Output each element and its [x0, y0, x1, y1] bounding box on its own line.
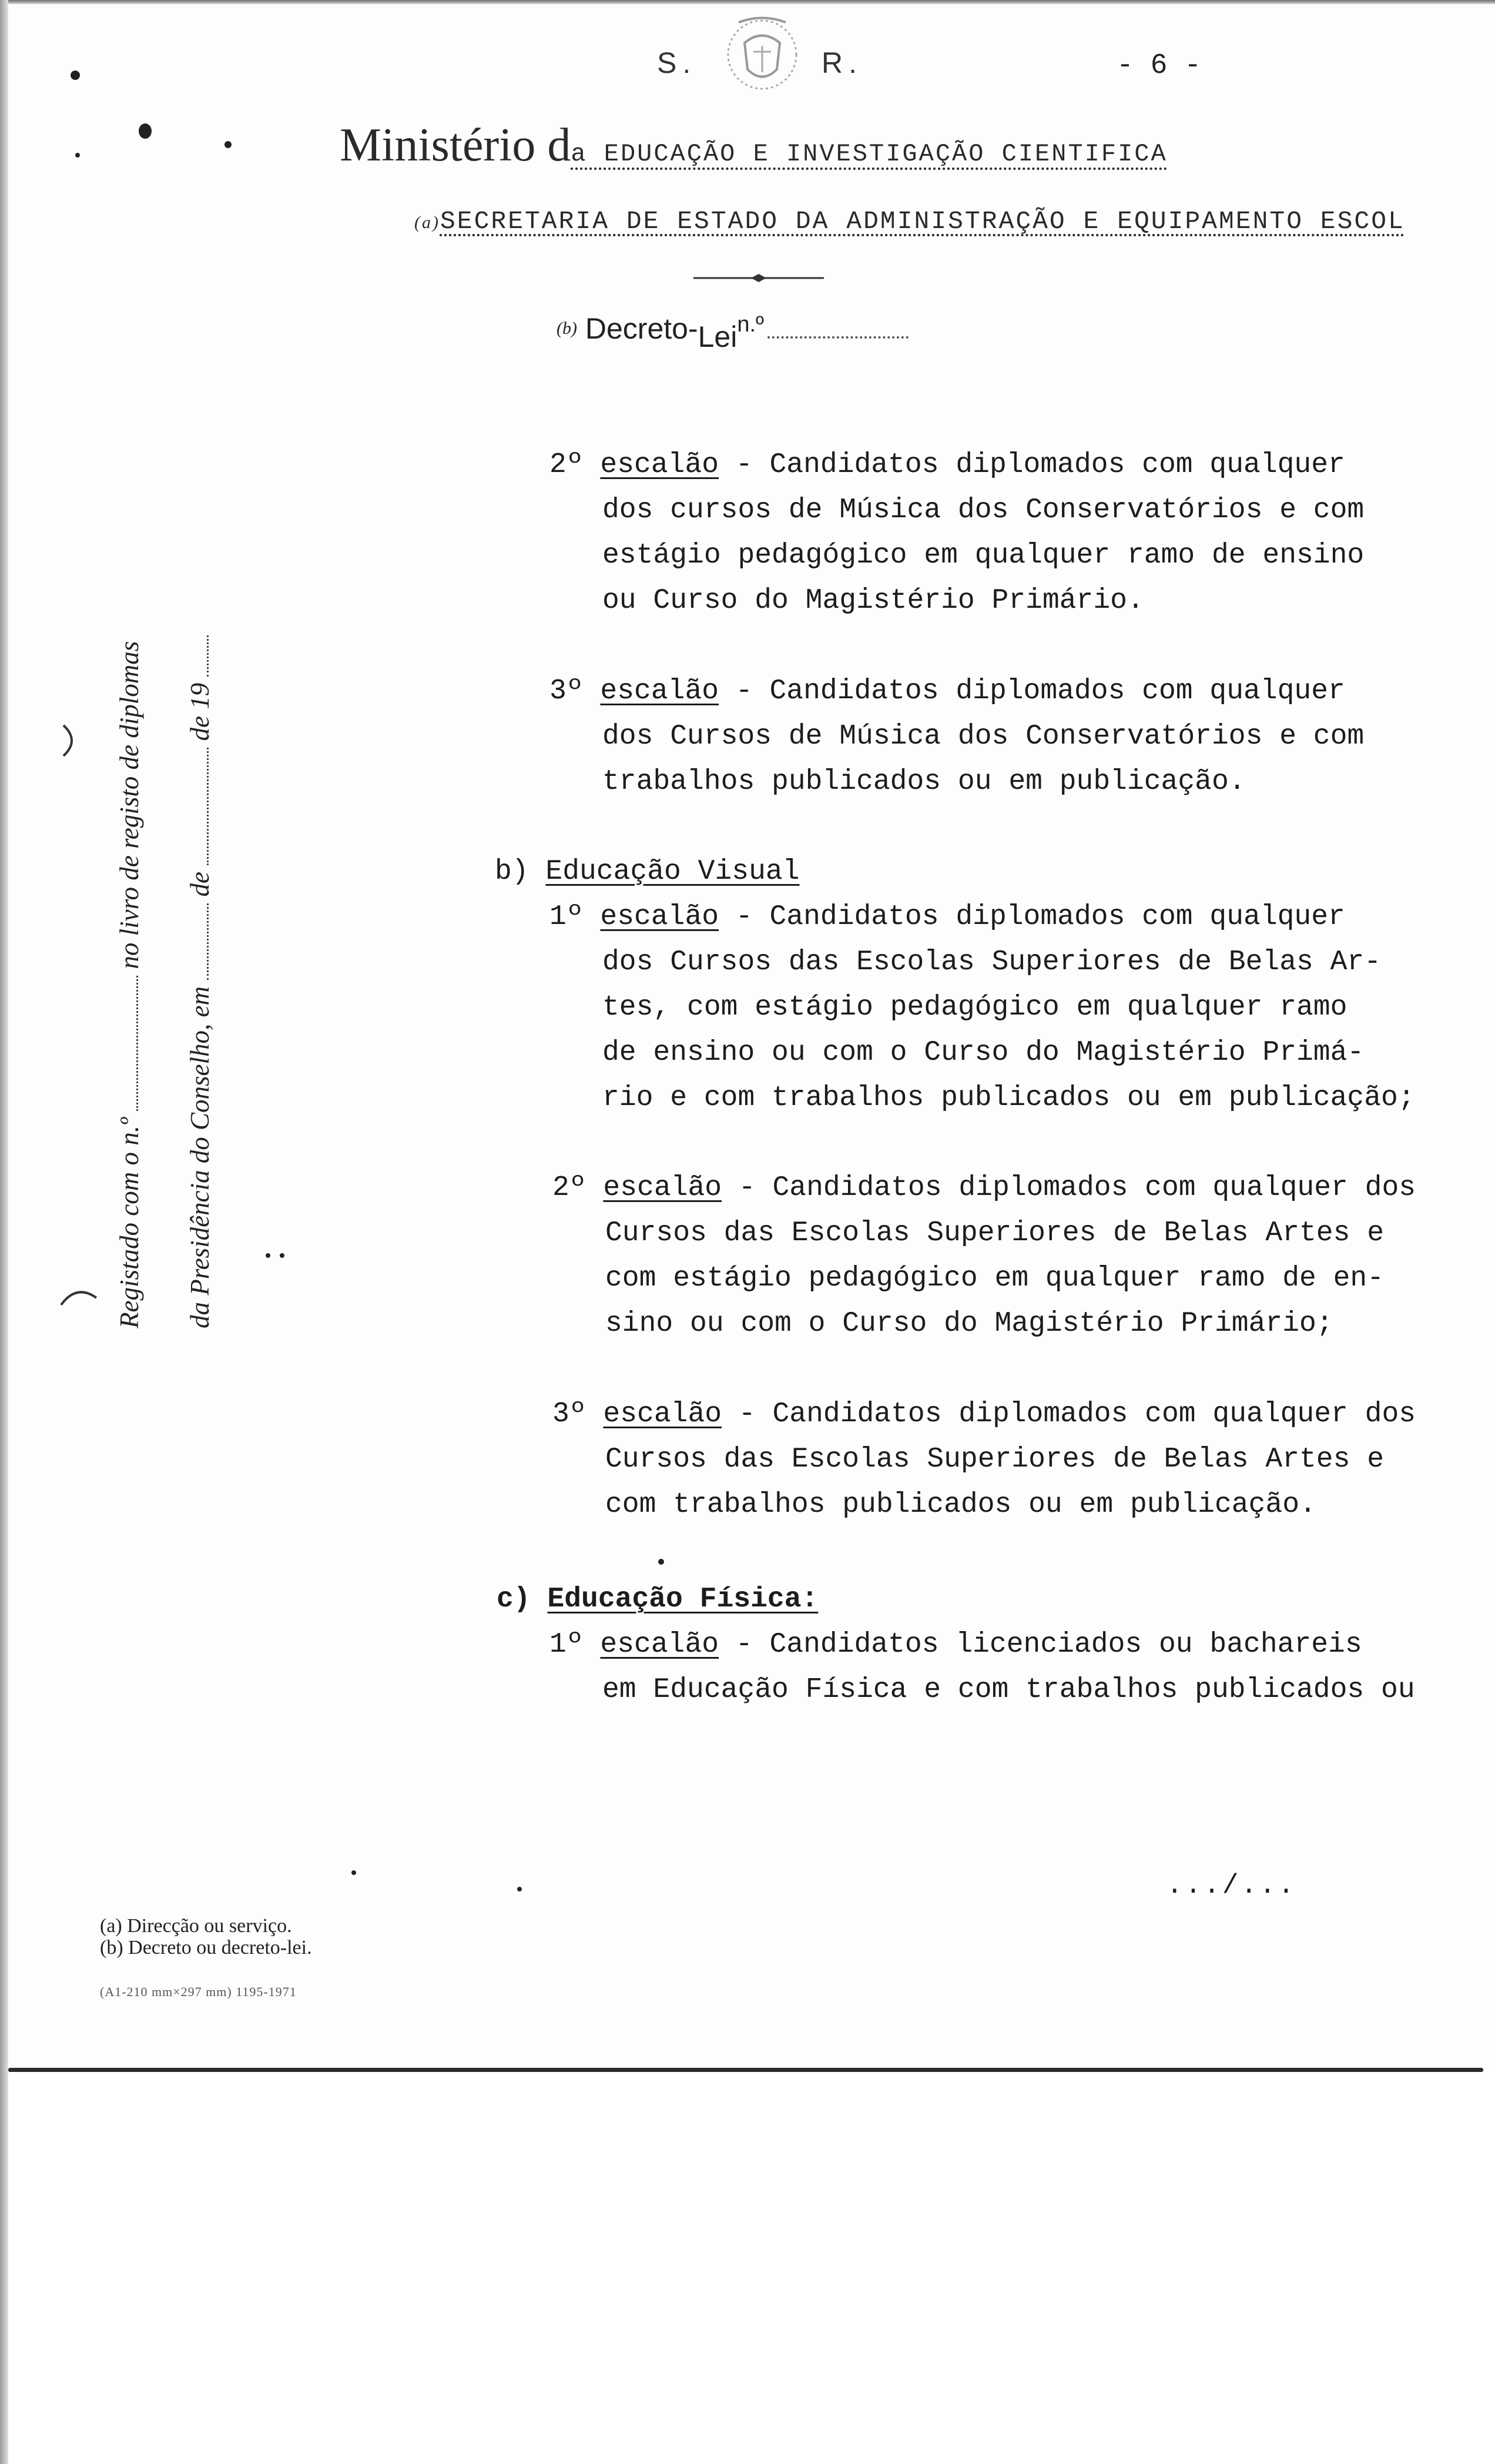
paragraph-line: tes, com estágio pedagógico em qualquer ramo: [602, 992, 1347, 1023]
section-b-heading: [495, 849, 800, 895]
registry-year-label: de 19: [185, 682, 214, 741]
blank-scan-area: [8, 2072, 1495, 2464]
registry-stamp: [94, 635, 235, 1328]
escalao-number: 3º: [549, 675, 584, 707]
escalao-number: 2º: [552, 1172, 586, 1204]
paragraph-musica-2-escalao: [549, 443, 1364, 624]
paragraph-line: dos cursos de Música dos Conservatórios e com: [602, 494, 1365, 526]
scan-speck: [139, 123, 152, 139]
paragraph-line: dos Cursos das Escolas Superiores de Belas Ar-: [602, 946, 1382, 978]
paragraph-line: - Candidatos diplomados com qualquer dos: [722, 1398, 1416, 1430]
paragraph-fisica-1-escalao: [549, 1622, 1415, 1713]
paragraph-line: - Candidatos diplomados com qualquer: [719, 449, 1345, 481]
escalao-term: escalão: [603, 1398, 722, 1430]
escalao-number: 1º: [549, 1629, 584, 1660]
footnote-b: (b) Decreto ou decreto-lei.: [100, 1937, 312, 1959]
section-c-heading: [497, 1577, 818, 1622]
escalao-number: 1º: [549, 901, 584, 933]
registry-year-blank: [207, 635, 209, 677]
paragraph-line: Cursos das Escolas Superiores de Belas Artes e: [605, 1444, 1385, 1475]
escalao-term: escalão: [600, 675, 719, 707]
decreto-number-blank: [767, 336, 909, 339]
scan-speck: [517, 1887, 522, 1891]
decreto-marker: (b): [557, 319, 577, 338]
scan-speck: [266, 1253, 270, 1258]
scan-speck: [351, 1870, 356, 1875]
registry-month-blank: [207, 748, 209, 865]
section-letter: c): [497, 1583, 531, 1615]
paragraph-line: com estágio pedagógico em qualquer ramo de en-: [605, 1263, 1385, 1294]
escalao-term: escalão: [600, 1629, 719, 1660]
paragraph-musica-3-escalao: [549, 669, 1364, 805]
scan-speck: [71, 71, 80, 80]
paragraph-line: - Candidatos diplomados com qualquer: [719, 675, 1345, 707]
bracket-mark-icon: [59, 1281, 100, 1311]
paragraph-visual-3-escalao: [552, 1392, 1416, 1528]
paragraph-line: ou Curso do Magistério Primário.: [602, 585, 1144, 617]
ministry-prefix: Ministério d: [340, 119, 571, 171]
registry-number-blank: [136, 976, 138, 1111]
scan-speck: [658, 1559, 664, 1565]
paragraph-line: em Educação Física e com trabalhos publicados ou: [602, 1674, 1415, 1706]
header-r-letter: R.: [822, 46, 863, 79]
decreto-line: [557, 312, 909, 353]
bracket-mark-icon: [59, 723, 82, 758]
paragraph-line: - Candidatos diplomados com qualquer: [719, 901, 1345, 933]
paragraph-line: Cursos das Escolas Superiores de Belas Artes e: [605, 1217, 1385, 1249]
escalao-number: 2º: [549, 449, 584, 481]
ministry-heading: [340, 119, 1168, 172]
paragraph-line: trabalhos publicados ou em publicação.: [602, 766, 1246, 798]
ministry-name: a EDUCAÇÃO E INVESTIGAÇÃO CIENTIFICA: [571, 140, 1168, 168]
paragraph-visual-2-escalao: [552, 1166, 1416, 1347]
registry-de-label: de: [185, 872, 214, 897]
scan-edge-left: [0, 0, 8, 2464]
decreto-number-label: n.º: [737, 312, 764, 337]
scan-speck: [224, 141, 232, 148]
registry-stamp-line-2: [165, 635, 235, 1328]
registry-date-label: da Presidência do Conselho, em: [185, 986, 214, 1328]
paragraph-line: estágio pedagógico em qualquer ramo de ensino: [602, 540, 1365, 571]
header-s-letter: S.: [657, 46, 697, 79]
ornament-divider-icon: [693, 272, 824, 284]
registry-day-blank: [207, 903, 209, 980]
section-title: Educação Visual: [545, 856, 800, 888]
paragraph-line: - Candidatos licenciados ou bachareis: [719, 1629, 1362, 1660]
secretaria-marker: (a): [414, 213, 440, 232]
escalao-number: 3º: [552, 1398, 586, 1430]
paragraph-line: de ensino ou com o Curso do Magistério Primá-: [602, 1037, 1365, 1069]
escalao-term: escalão: [600, 449, 719, 481]
secretaria-name: SECRETARIA DE ESTADO DA ADMINISTRAÇÃO E EQUIPAMENTO ESCOL: [440, 207, 1405, 236]
registry-book-label: no livro de registo de diplomas: [115, 641, 144, 969]
decreto-lei-text: Lei: [698, 320, 738, 353]
paragraph-line: rio e com trabalhos publicados ou em publicação;: [602, 1082, 1415, 1114]
paragraph-line: sino ou com o Curso do Magistério Primário;: [605, 1308, 1333, 1340]
page-number: - 6 -: [1117, 50, 1202, 82]
footnote-a: (a) Direcção ou serviço.: [100, 1915, 292, 1937]
scan-speck: [280, 1253, 284, 1258]
registry-number-label: Registado com o n.º: [115, 1117, 144, 1328]
registry-stamp-line-1: [94, 635, 165, 1328]
section-letter: b): [495, 856, 529, 888]
escalao-term: escalão: [603, 1172, 722, 1204]
coat-of-arms-seal-icon: [718, 11, 806, 99]
decreto-label: Decreto-: [585, 312, 698, 345]
scan-edge-top: [0, 0, 1495, 4]
escalao-term: escalão: [600, 901, 719, 933]
paragraph-line: dos Cursos de Música dos Conservatórios e com: [602, 721, 1365, 752]
print-reference: (A1-210 mm×297 mm) 1195-1971: [100, 1984, 297, 1999]
continuation-mark: .../...: [1166, 1870, 1297, 1901]
section-title: Educação Física:: [547, 1583, 819, 1615]
secretaria-line: [414, 207, 1405, 236]
paragraph-line: - Candidatos diplomados com qualquer dos: [722, 1172, 1416, 1204]
scan-speck: [75, 153, 80, 158]
paragraph-visual-1-escalao: [549, 895, 1415, 1121]
page-bottom-edge: [8, 2068, 1483, 2072]
paragraph-line: com trabalhos publicados ou em publicação.: [605, 1489, 1316, 1521]
